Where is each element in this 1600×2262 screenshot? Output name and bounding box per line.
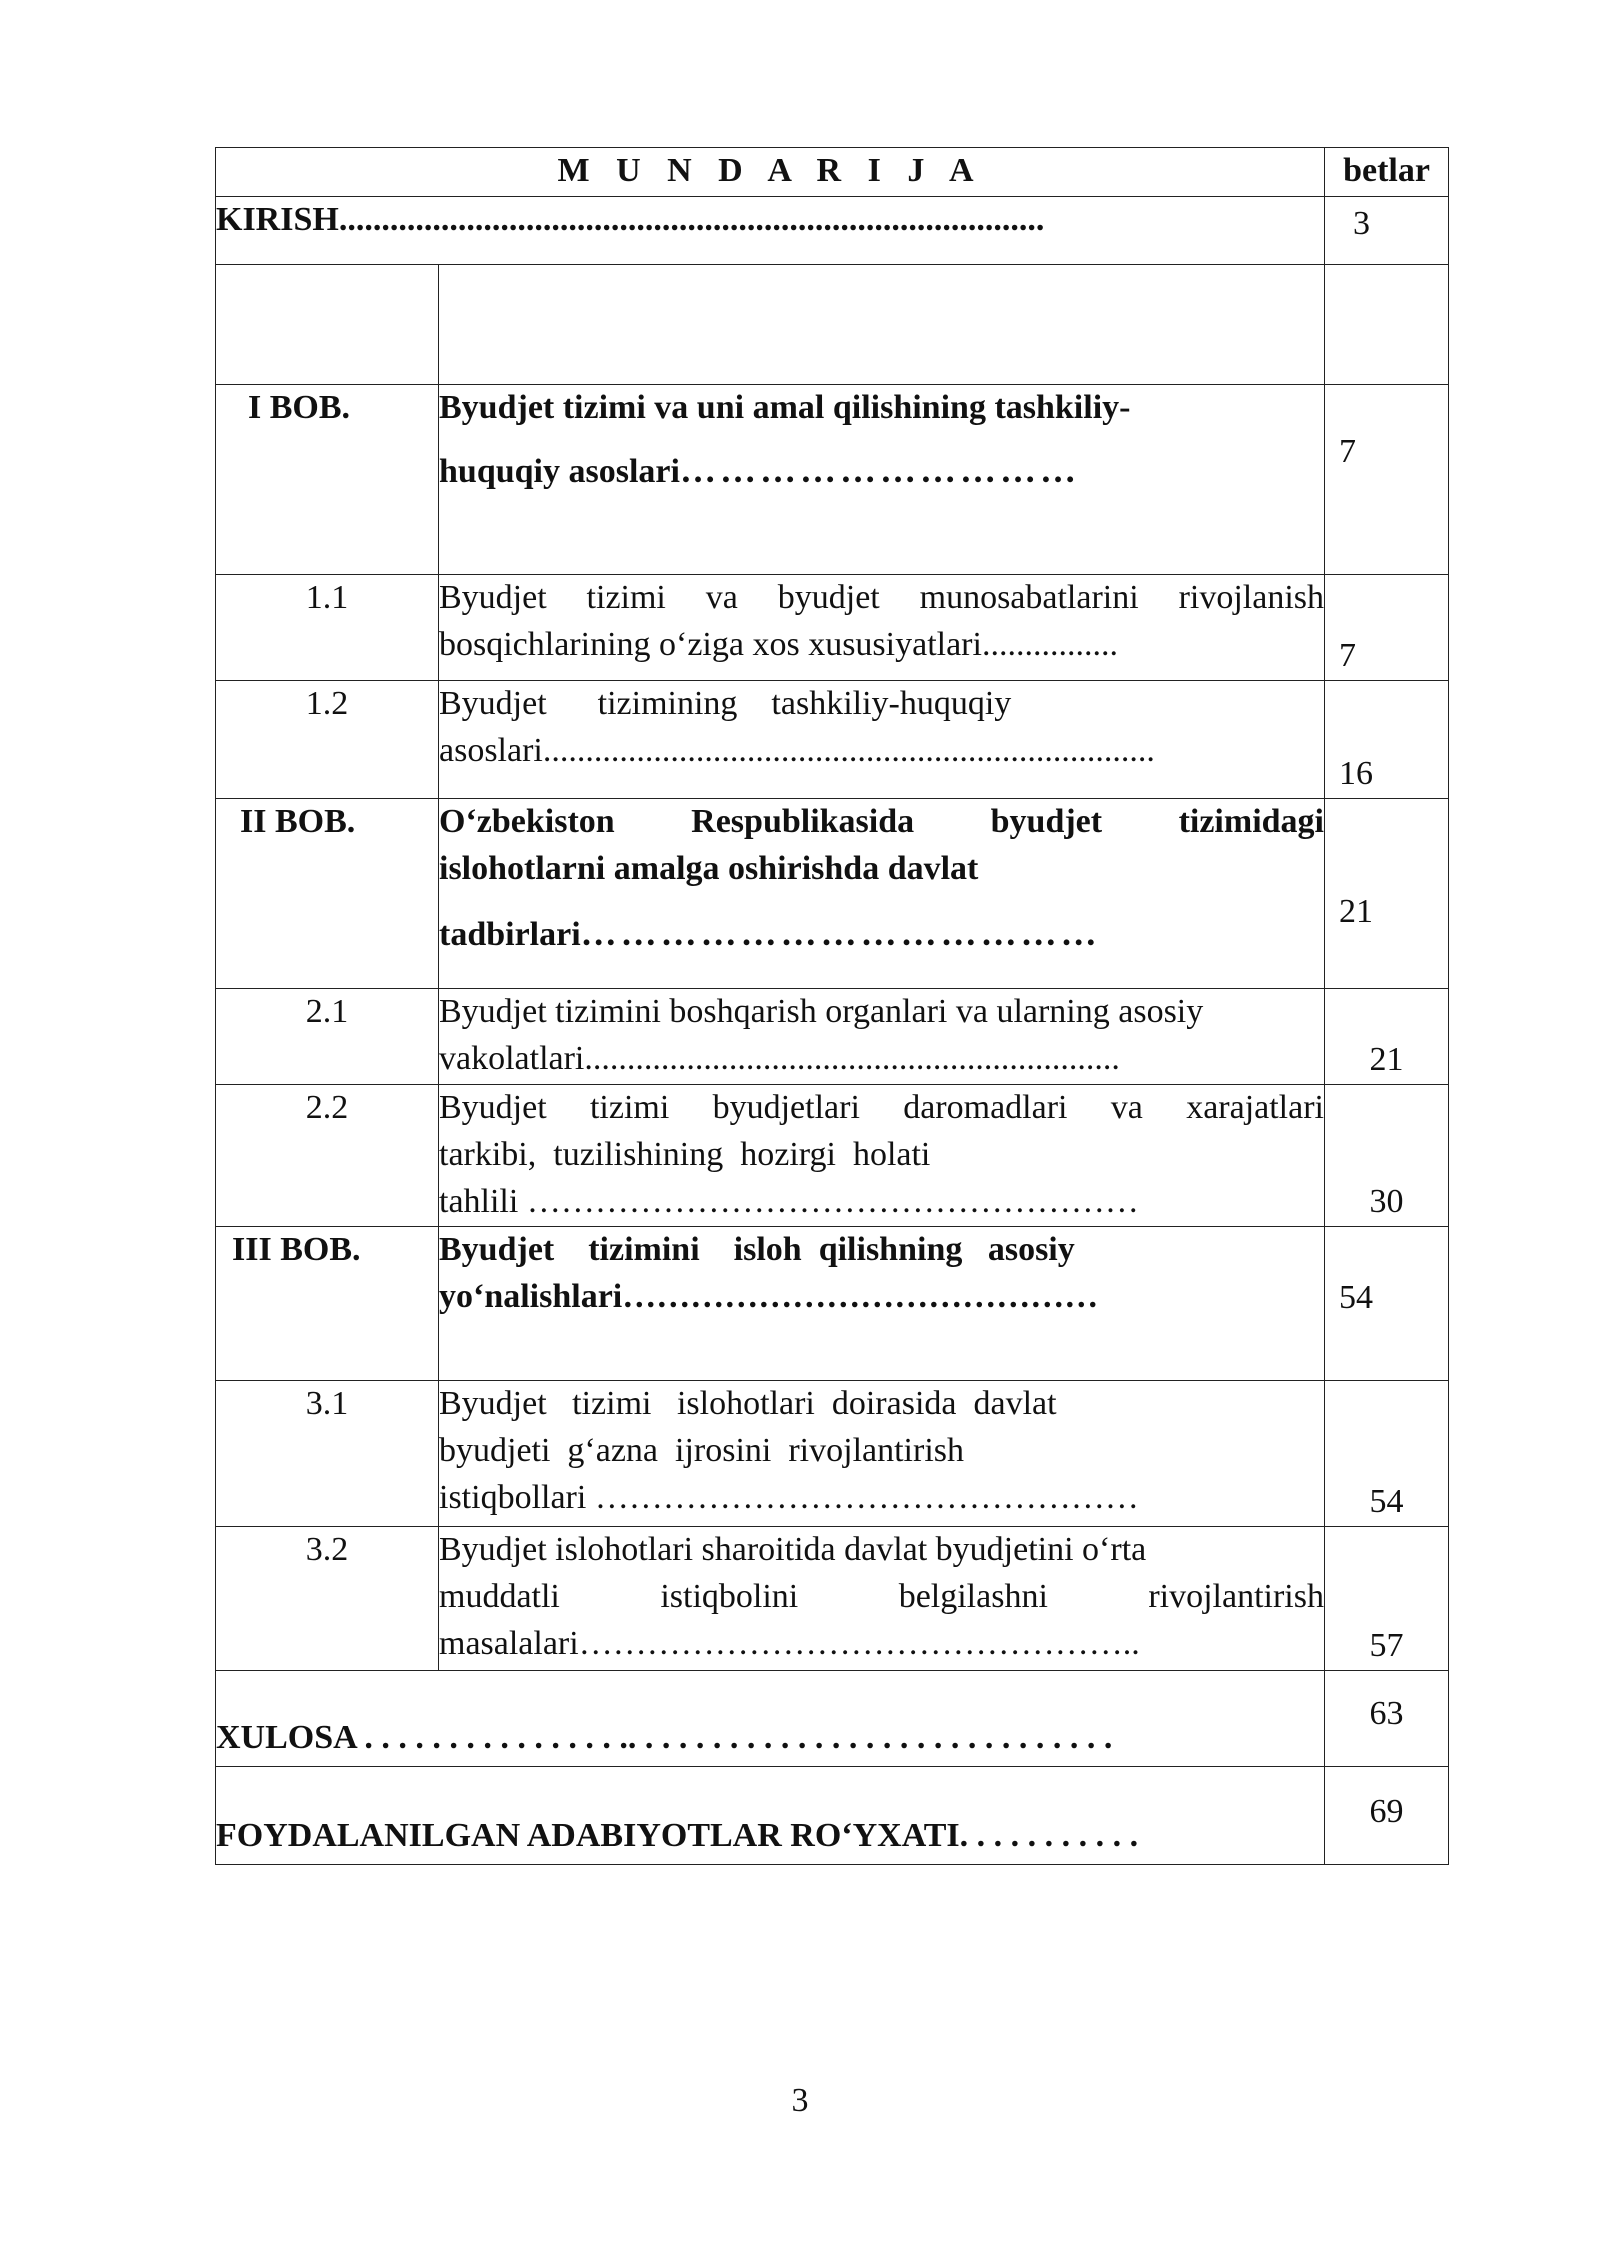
section-3-1-title-line3: istiqbollari ………………………………………… [439, 1478, 1139, 1516]
section-1-2-title-line1: Byudjet tizimining tashkiliy-huquqiy [439, 685, 1012, 722]
toc-row-xulosa [216, 1671, 1449, 1767]
empty-cell [216, 265, 439, 385]
section-3-1-number: 3.1 [216, 1381, 439, 1527]
chapter-2-title [439, 799, 1325, 989]
empty-cell [439, 265, 1325, 385]
chapter-3-title [439, 1227, 1325, 1381]
chapter-2-title-line2: islohotlarni amalga oshirishda davlat [439, 849, 979, 887]
toc-row-1-2 [216, 681, 1449, 799]
section-3-1-title-line1: Byudjet tizimi islohotlari doirasida davlat [439, 1385, 1057, 1422]
section-2-2-title [439, 1085, 1325, 1227]
chapter-2-title-line3: tadbirlari [439, 915, 581, 953]
xulosa-dots: . . . . . . . . . . . . . . . .. . . . . . . . . . . . . . . . . . . . . . . . . . . . . [355, 1719, 1113, 1757]
toc-row-2-2 [216, 1085, 1449, 1227]
kirish-label: KIRISH [216, 201, 339, 238]
adabiyotlar-label: FOYDALANILGAN ADABIYOTLAR RO‘YXATI [216, 1817, 960, 1855]
chapter-1-title-line2: huquqiy asoslari [439, 452, 680, 490]
chapter-3-page: 54 [1325, 1227, 1449, 1381]
section-3-1-title-line2: byudjeti g‘azna ijrosini rivojlantirish [439, 1431, 965, 1469]
pages-column-header: betlar [1325, 148, 1449, 197]
adabiyotlar-dots: . . . . . . . . . . . [959, 1817, 1139, 1855]
adabiyotlar-page: 69 [1325, 1767, 1449, 1865]
section-3-2-title-line2: muddatli istiqbolini belgilashni rivojlantirish [439, 1577, 1324, 1615]
toc-row-kirish [216, 197, 1449, 265]
section-3-2-number: 3.2 [216, 1527, 439, 1671]
toc-row-2-1 [216, 989, 1449, 1085]
toc-header-row [216, 148, 1449, 197]
chapter-1-title-line1: Byudjet tizimi va uni amal qilishining tashkiliy- [439, 389, 1131, 426]
table-of-contents [215, 147, 1449, 1865]
empty-cell [1325, 265, 1449, 385]
chapter-1-page: 7 [1325, 385, 1449, 575]
section-3-2-title-line3: masalalari………………………………………….. [439, 1624, 1140, 1662]
chapter-1-title [439, 385, 1325, 575]
toc-row-adabiyotlar [216, 1767, 1449, 1865]
section-2-1-page: 21 [1325, 989, 1449, 1085]
section-2-2-title-line2: tarkibi, tuzilishining hozirgi holati [439, 1135, 931, 1173]
section-1-1-number: 1.1 [216, 575, 439, 681]
kirish-entry [216, 197, 1325, 265]
toc-title: M U N D A R I J A [216, 148, 1325, 197]
section-3-2-page: 57 [1325, 1527, 1449, 1671]
chapter-3-title-line2: yo‘nalishlari…………………………………… [439, 1277, 1099, 1315]
toc-row-1-1 [216, 575, 1449, 681]
chapter-2-title-line1: O‘zbekiston Respublikasida byudjet tizimidagi [439, 803, 1324, 840]
chapter-2-page: 21 [1325, 799, 1449, 989]
section-1-2-title [439, 681, 1325, 799]
chapter-2-number: II BOB. [216, 799, 439, 989]
toc-row-chapter-3 [216, 1227, 1449, 1381]
toc-row-chapter-2 [216, 799, 1449, 989]
chapter-3-title-line1: Byudjet tizimini isloh qilishning asosiy [439, 1231, 1075, 1268]
chapter-3-number: III BOB. [216, 1227, 439, 1381]
adabiyotlar-entry [216, 1767, 1325, 1865]
chapter-2-dots: ………………………………… [580, 912, 1101, 953]
section-2-2-page: 30 [1325, 1085, 1449, 1227]
toc-row-3-1 [216, 1381, 1449, 1527]
section-3-1-title [439, 1381, 1325, 1527]
section-2-1-title: Byudjet tizimini boshqarish organlari va ularning asosiy vakolatlari............................................................... [439, 989, 1325, 1085]
section-3-2-title-line1: Byudjet islohotlari sharoitida davlat byudjetini o‘rta [439, 1531, 1147, 1568]
page-number: 3 [791, 2082, 809, 2119]
section-1-1-title: Byudjet tizimi va byudjet munosabatlarini rivojlanish bosqichlarining o‘ziga xos xususiyatlari................ [439, 575, 1325, 681]
section-3-2-title [439, 1527, 1325, 1671]
toc-row-chapter-1 [216, 385, 1449, 575]
section-2-1-number: 2.1 [216, 989, 439, 1085]
chapter-1-dots: ………………………… [679, 449, 1080, 490]
section-1-1-page: 7 [1325, 575, 1449, 681]
section-1-2-title-line2: asoslari........................................................................ [439, 731, 1155, 769]
xulosa-label: XULOSA [216, 1719, 356, 1757]
section-1-2-page: 16 [1325, 681, 1449, 799]
section-1-2-number: 1.2 [216, 681, 439, 799]
section-3-1-page: 54 [1325, 1381, 1449, 1527]
kirish-dots: ................................................................................... [338, 201, 1045, 238]
xulosa-entry [216, 1671, 1325, 1767]
chapter-1-number: I BOB. [216, 385, 439, 575]
section-2-2-title-line3: tahlili ……………………………………………… [439, 1182, 1139, 1220]
toc-row-empty [216, 265, 1449, 385]
section-2-2-number: 2.2 [216, 1085, 439, 1227]
section-2-2-title-line1: Byudjet tizimi byudjetlari daromadlari va xarajatlari [439, 1089, 1324, 1126]
toc-row-3-2 [216, 1527, 1449, 1671]
xulosa-page: 63 [1325, 1671, 1449, 1767]
kirish-page: 3 [1325, 197, 1449, 265]
